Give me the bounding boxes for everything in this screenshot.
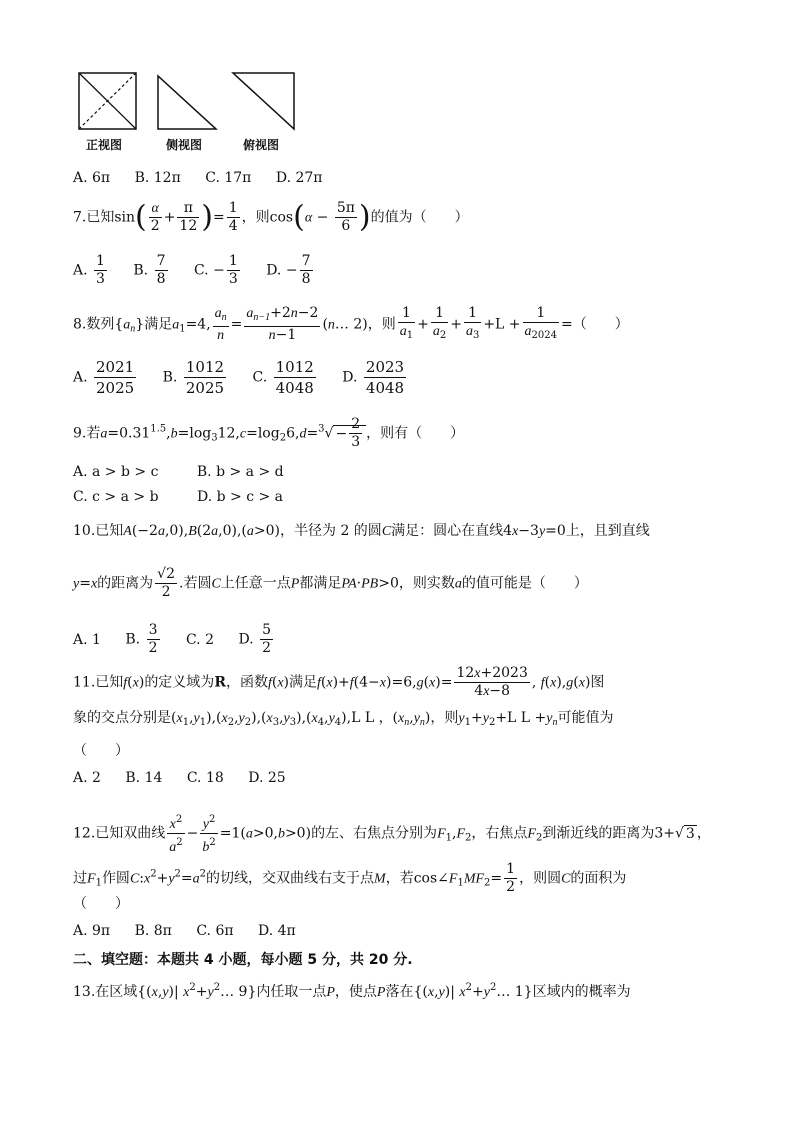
q7-intro: 7.已知 [73, 209, 115, 226]
top-view-shape [233, 73, 294, 129]
q12-option-b: B. 8π [134, 923, 172, 939]
q12-line2-e: ，则圆 [519, 870, 562, 887]
q8-option-d: D. $\frac{2023}{4048}$ [342, 358, 405, 397]
q11-func: ，函数 [225, 674, 268, 691]
q8-satisfy: 满足 [144, 316, 173, 333]
q9-options-row1 [73, 462, 304, 482]
q9-intro: 9.若 [73, 425, 101, 442]
q13-stem: 13.在区域{(x,y)| $x^2+y^2\dots$ 9}内任取一点P，使点P落在{(x,y)| $x^2+y^2\dots$ 1}区域内的概率为 [73, 982, 631, 1000]
q8-intro: 8.数列 [73, 316, 115, 333]
q12-option-a: A. 9π [73, 923, 111, 939]
q12-line1-b: ，右焦点 [471, 825, 528, 842]
q11-domain: 的定义域为 [144, 674, 215, 691]
q12-stem-line1: 12.已知双曲线 $\frac{x^2}{a^2}$ − $\frac{y^2}{b^2}$ =1(a>0,b>0)的左、右焦点分别为$F_1,F_2$，右焦点$F_2$到渐近线的距离为3+√ 3 ， [73, 811, 711, 856]
q12-line2-a: 过 [73, 870, 87, 887]
q10-option-a: A. 1 [73, 631, 101, 648]
side-view-label: 侧视图 [166, 138, 203, 152]
q10-line1-tail: 上，且到直线 [565, 523, 650, 539]
q10-options [73, 622, 295, 657]
q8-then: ，则 [367, 316, 396, 333]
q11-option-d: D. 25 [248, 770, 286, 786]
q13-mid3: 落在 [385, 984, 414, 1000]
q12-stem-line2: 过$F_1$作圆$C:x^2+y^2=a^2$的切线，交双曲线右支于点M，若$\cos\angle F_1MF_2=$ $\frac{1}{2}$ ，则圆C的面积为 [73, 861, 627, 895]
q10-option-c: C. 2 [185, 631, 214, 648]
front-view-shape [79, 73, 136, 129]
q12-line2-d: ，若 [385, 870, 414, 887]
q11-line2-a: 象的交点分别是 [73, 710, 171, 726]
q9-stem: 9.若$a=0.31^{1.5},b=\log_312,c=\log_26,d=^3√$ − $\frac{2}{3}$ ，则有（ ） [73, 416, 465, 450]
q10-line2-d: 都满足 [299, 575, 342, 592]
q12-line1-a: 的左、右焦点分别为 [311, 825, 438, 842]
side-view-shape [158, 76, 216, 129]
q8-option-c: C. $\frac{1012}{4048}$ [252, 358, 314, 397]
q11-line2-c: 可能值为 [557, 710, 614, 726]
q7-option-d: D. − $\frac{7}{8}$ [266, 253, 311, 287]
q13-intro: 13.在区域 [73, 984, 138, 1000]
q12-line2-f: 的面积为 [570, 870, 627, 887]
q8-option-a: A. $\frac{2021}{2025}$ [73, 358, 135, 397]
q10-line2-e: ，则实数 [398, 575, 455, 592]
q12-intro: 12.已知双曲线 [73, 825, 166, 842]
q13-mid: 内任取一点 [256, 984, 327, 1000]
q10-line1-mid2: 满足：圆心在直线 [391, 523, 504, 539]
q10-option-b: B. $\frac{3}{2}$ [125, 622, 158, 656]
section-2-heading: 二、填空题：本题共 4 小题，每小题 5 分，共 20 分. [73, 952, 413, 968]
q11-graph: 图 [590, 674, 605, 691]
q9-option-c: C. c > a > b [73, 489, 159, 505]
q12-options [73, 921, 316, 941]
q7-then: ，则 [241, 209, 270, 226]
q6-option-b: B. 12π [134, 170, 181, 186]
q9-options-row2 [73, 487, 303, 507]
top-view-label: 俯视图 [243, 138, 280, 152]
q7-options [73, 253, 335, 288]
q12-line1-c: 到渐近线的距离为 [542, 825, 655, 842]
q10-stem-line2: y=x的距离为 $\frac{√2}{2}$ .若圆C上任意一点P都满足PA·PB>0，则实数a的值可能是（ ） [73, 566, 588, 600]
q11-stem-line1: 11.已知f(x)的定义域为R，函数f(x)满足f(x)+f(4−x)=6,g(x)= $\frac{12x+2023}{4x-8}$ , f(x),g(x)图 [73, 665, 605, 699]
q12-line2-c: 的切线，交双曲线右支于点 [206, 870, 375, 887]
q7-tail: 的值为（ ） [370, 209, 469, 226]
q13-tail: 区域内的概率为 [532, 984, 631, 1000]
q10-stem-line1: 10.已知A(−2a,0),B(2a,0),(a>0)，半径为 2 的圆C满足：圆心在直线4x−3y=0上，且到直线 [73, 523, 650, 539]
q9-option-b: B. b > a > d [196, 464, 284, 480]
q7-option-a: A. $\frac{1}{3}$ [73, 253, 105, 287]
q7-option-c: C. − $\frac{1}{3}$ [193, 253, 238, 287]
q10-line2-b: .若圆 [179, 575, 212, 592]
q12-blank: （ ） [73, 896, 129, 912]
q8-stem: 8.数列$\{a_n\}$满足$a_1=4$, $\frac{a_n}{n}$ = $\frac{a_{n-1}+2n-2}{n-1}$ (n… 2)，则 $\frac{1}{a_1}$ + $\frac{1}{a_2}$ + $\frac{1}{a_3}$ +L + $\frac{1}{a_{2024}}$ =（ ） [73, 305, 629, 343]
q7-stem: 7.已知sin( $\frac{\alpha}{2}$ + $\frac{\pi}{12}$ )= $\frac{1}{4}$ ，则cos(α − $\frac{5\pi}{6}$ )的值为（ ） [73, 199, 469, 235]
q10-option-d: D. $\frac{5}{2}$ [238, 622, 271, 656]
q8-option-b: B. $\frac{1012}{2025}$ [162, 358, 225, 397]
q12-option-d: D. 4π [258, 923, 296, 939]
q10-line1-mid: ，半径为 2 的圆 [280, 523, 382, 539]
q11-satisfy: 满足 [289, 674, 317, 691]
q11-blank: （ ） [73, 743, 129, 759]
q10-line2-f: 的值可能是（ ） [461, 575, 588, 592]
q11-option-a: A. 2 [73, 770, 101, 786]
q6-option-c: C. 17π [205, 170, 252, 186]
q13-mid2: ，使点 [334, 984, 377, 1000]
q12-line2-b: 作圆 [101, 870, 130, 887]
q10-line2-c: 上任意一点 [220, 575, 291, 592]
q11-line2-b: ，则 [430, 710, 459, 726]
q10-intro: 10.已知 [73, 523, 124, 539]
q11-stem-line2: 象的交点分别是$(x_1,y_1),(x_2,y_2),(x_3,y_3),(x_4,y_4),L$ L ，$(x_n,y_n)$，则$y_1+y_2+L$ $L +y_n$可能值为 [73, 710, 614, 728]
q11-intro: 11.已知 [73, 674, 124, 691]
three-view-diagram [70, 66, 310, 136]
q9-tail: ，则有（ ） [366, 425, 465, 442]
q9-option-d: D. b > c > a [196, 489, 284, 505]
q8-blank: （ ） [572, 316, 629, 333]
q10-line2-a: 的距离为 [97, 575, 154, 592]
q11-option-b: B. 14 [125, 770, 163, 786]
q12-option-c: C. 6π [196, 923, 234, 939]
q11-options [73, 768, 306, 788]
q8-options [73, 357, 428, 398]
q11-option-c: C. 18 [186, 770, 224, 786]
front-view-label: 正视图 [86, 138, 123, 152]
q7-option-b: B. $\frac{7}{8}$ [133, 253, 166, 287]
q6-options [73, 168, 343, 188]
q6-option-d: D. 27π [275, 170, 323, 186]
q9-option-a: A. a > b > c [73, 464, 159, 480]
q6-option-a: A. 6π [73, 170, 111, 186]
